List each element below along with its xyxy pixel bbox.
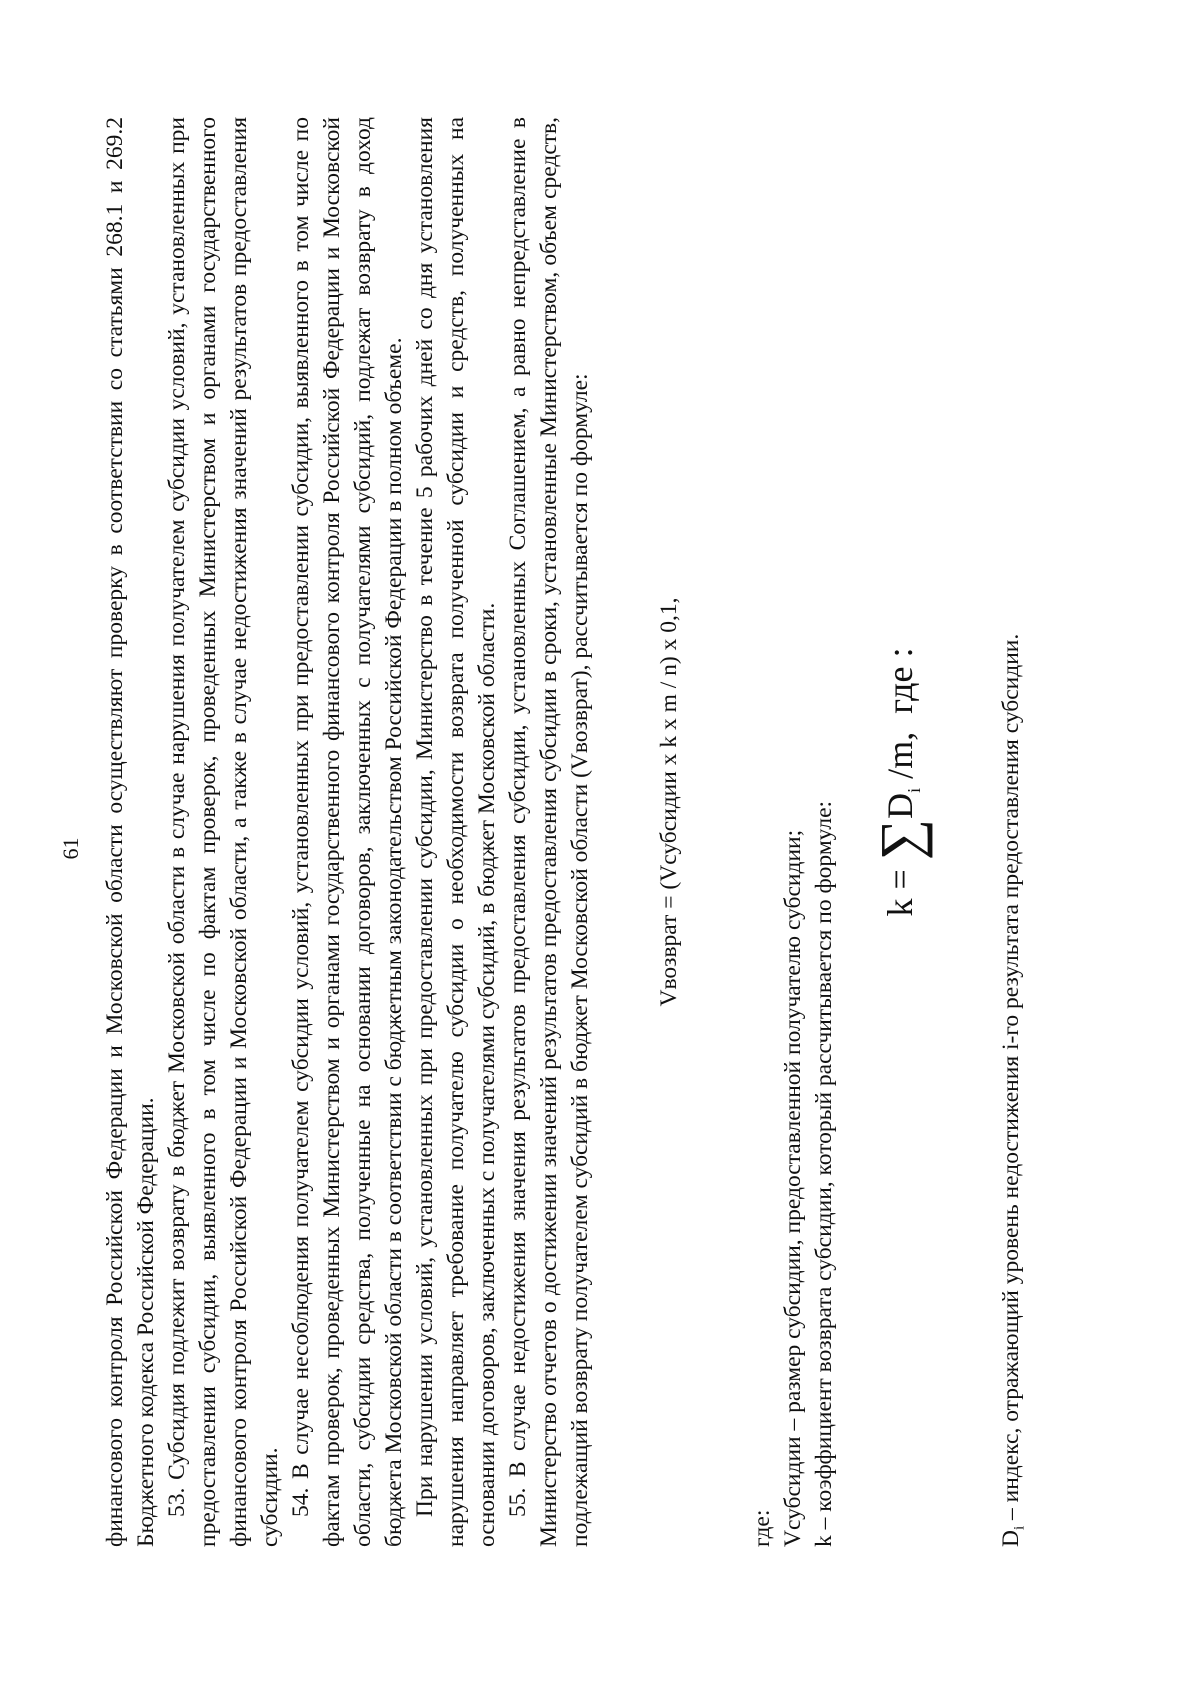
k-formula-rest: /m, bbox=[880, 731, 920, 788]
legend-k: k – коэффициент возврата субсидии, который рассчитывается по формуле: bbox=[811, 800, 837, 1547]
definition-d-subscript: i bbox=[1011, 1525, 1028, 1531]
paragraph-53: 53. Субсидия подлежит возврату в бюджет Московской области в случае нарушения получателем субсидии условий, установленных при предоставлении субсидии, выявленного в том числе по фактам проверок, проведенных Министерством и органами государственного финансового контроля Российской Федерации и Московской области, а также в случае недостижения значений результатов предоставления субсидии. bbox=[164, 117, 283, 1547]
k-formula bbox=[870, 117, 944, 1547]
document-body bbox=[100, 117, 1036, 1547]
formula-legend bbox=[747, 117, 840, 1547]
legend-vsubsidy: Vсубсидии – размер субсидии, предоставленной получателю субсидии; bbox=[780, 829, 806, 1547]
return-formula: Vвозврат = (Vсубсидии x k x m / n) x 0,1, bbox=[656, 597, 682, 1007]
where-label: где: bbox=[749, 1509, 775, 1547]
k-formula-subscript: i bbox=[904, 787, 925, 793]
paragraph-55: 55. В случае недостижения значения результатов предоставления субсидии, установленных Соглашением, а равно непредставление в Министерство отчетов о достижении значений результатов предоставления субсидии в сроки, установленные Министерством, объем средств, подлежащий возврату получателем субсидий в бюджет Московской области (Vвозврат), рассчитывается по формуле: bbox=[505, 117, 593, 1547]
paragraph-continuation: финансового контроля Российской Федерации и Московской области осуществляют проверку в соответствии со статьями 268.1 и 269.2 Бюджетного кодекса Российской Федерации. bbox=[102, 117, 159, 1547]
definition-d-symbol: D bbox=[998, 1530, 1025, 1547]
k-formula-d: D bbox=[880, 792, 920, 819]
k-formula-lhs: k = bbox=[880, 869, 920, 917]
definition-d bbox=[996, 117, 1036, 1547]
k-formula-where: где : bbox=[880, 647, 920, 714]
sum-symbol: ∑ bbox=[868, 818, 933, 861]
paragraph-54: 54. В случае несоблюдения получателем субсидии условий, установленных при предоставлении субсидии, выявленного в том числе по фактам проверок, проведенных Министерством и органами государственного финансового контроля Российской Федерации и Московской области, субсидии средства, полученные на основании договоров, заключенных с получателями субсидий, подлежат возврату в доход бюджета Московской области в соответствии с бюджетным законодательством Российской Федерации в полном объеме. bbox=[288, 117, 407, 1547]
definition-d-text: – индекс, отражающий уровень недостижения i-го результата предоставления субсидии. bbox=[998, 633, 1025, 1526]
paragraph-54-violation: При нарушении условий, установленных при предоставлении субсидии, Министерство в течение 5 рабочих дней со дня установления нарушения направляет требование получателю субсидии о необходимости возврата полученной субсидии и средств, полученных на основании договоров, заключенных с получателями субсидий, в бюджет Московской области. bbox=[412, 117, 500, 1547]
page-number: 61 bbox=[58, 837, 83, 860]
